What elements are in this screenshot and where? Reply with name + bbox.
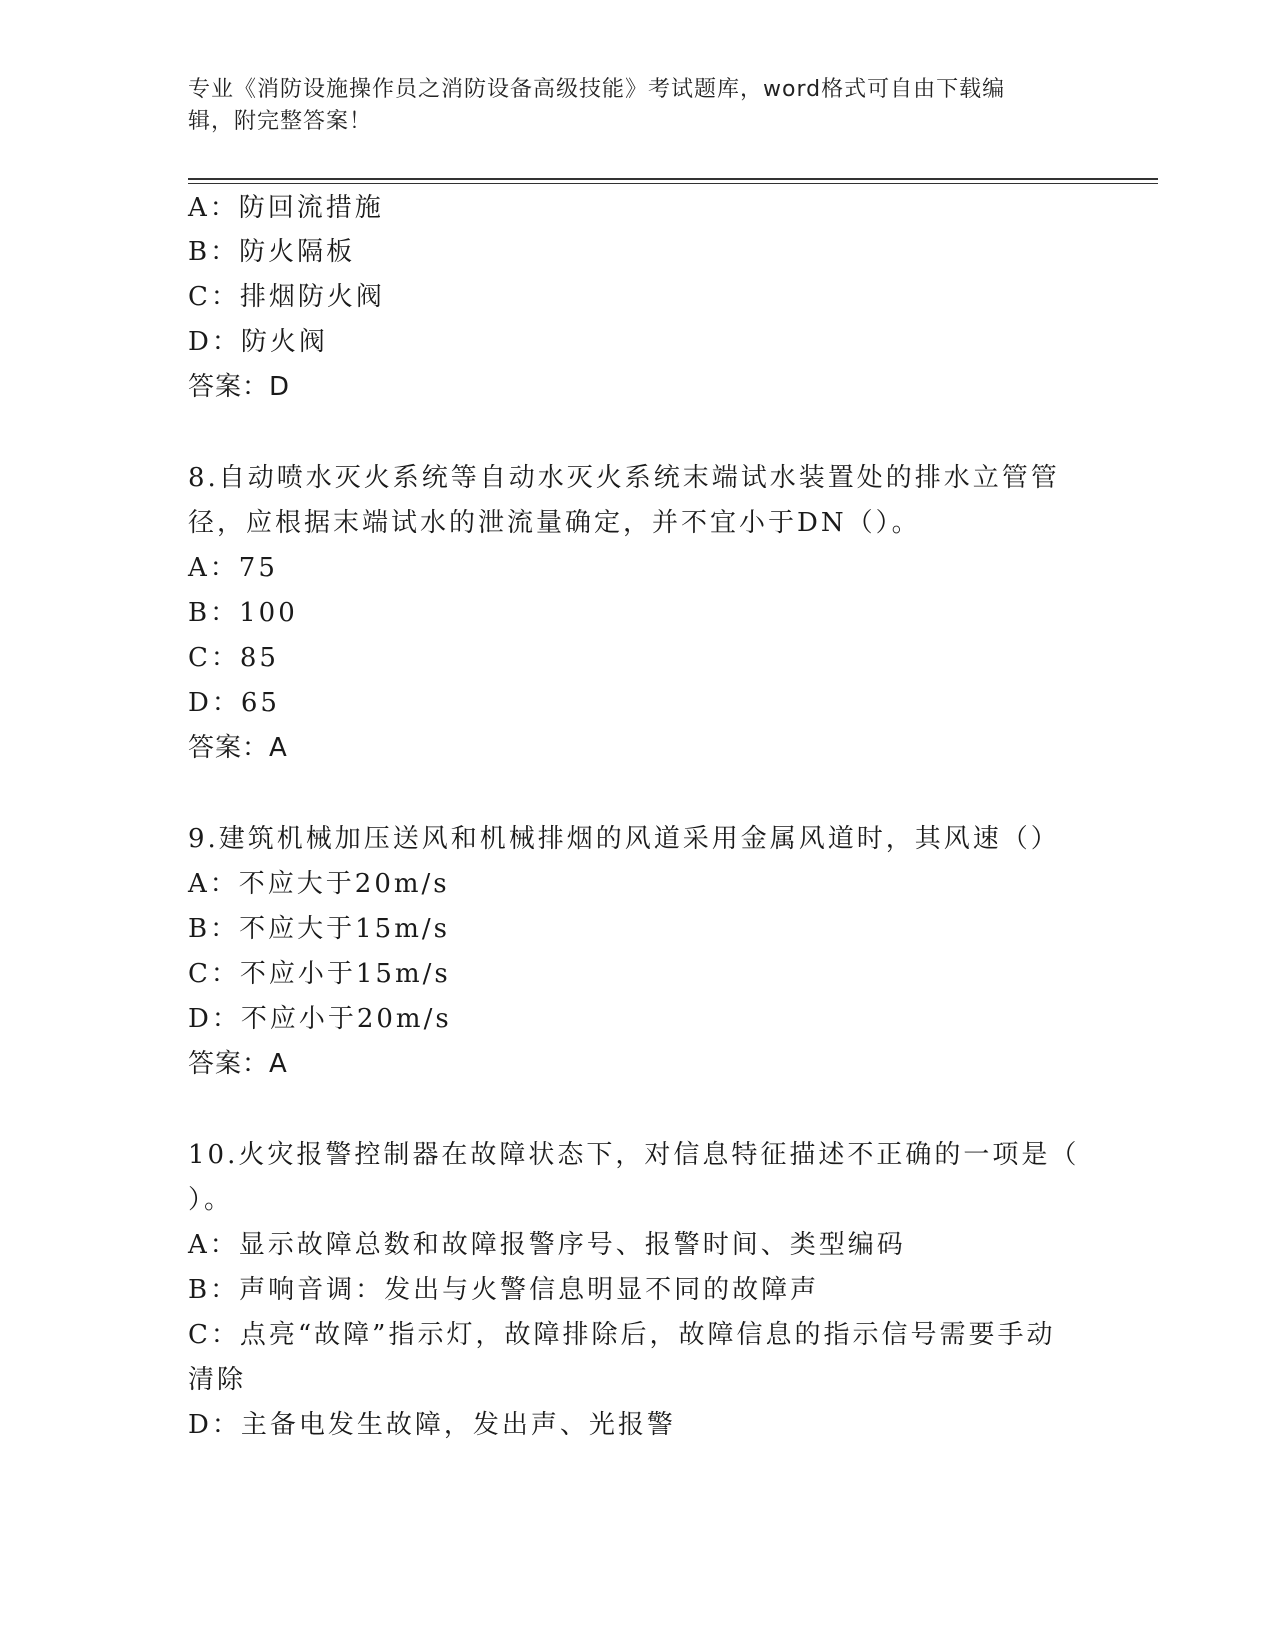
q7-option-d: D：防火阀	[188, 327, 328, 357]
q9-option-d: D：不应小于20m/s	[188, 1004, 452, 1034]
q9-option-a: A：不应大于20m/s	[188, 869, 450, 899]
q8-answer: 答案：A	[188, 733, 288, 763]
q7-option-a: A：防回流措施	[188, 193, 384, 223]
q8-option-d: D：65	[188, 688, 280, 718]
header-line-1: 专业《消防设施操作员之消防设备高级技能》考试题库，word格式可自由下载编	[188, 77, 1006, 102]
q9-answer: 答案：A	[188, 1049, 288, 1079]
document-header	[188, 74, 1068, 138]
q10-option-d: D：主备电发生故障，发出声、光报警	[188, 1410, 676, 1440]
header-divider-thick	[188, 178, 1158, 180]
q10-stem-line-1: 10.火灾报警控制器在故障状态下，对信息特征描述不正确的一项是（	[188, 1140, 1080, 1170]
q8-stem-line-2: 径，应根据末端试水的泄流量确定，并不宜小于DN（）。	[188, 508, 921, 538]
header-line-2: 辑，附完整答案！	[188, 109, 373, 134]
q9-stem-line-1: 9.建筑机械加压送风和机械排烟的风道采用金属风道时，其风速（）	[188, 824, 1060, 854]
q8-stem-line-1: 8.自动喷水灭火系统等自动水灭火系统末端试水装置处的排水立管管	[188, 463, 1060, 493]
q7-answer: 答案：D	[188, 372, 291, 402]
q7-option-b: B：防火隔板	[188, 237, 356, 267]
q8-option-c: C：85	[188, 643, 279, 673]
q10-option-c-continued: 清除	[188, 1365, 247, 1395]
q10-option-a: A：显示故障总数和故障报警序号、报警时间、类型编码	[188, 1230, 906, 1260]
q7-option-c: C：排烟防火阀	[188, 282, 385, 312]
q10-option-c: C：点亮“故障”指示灯，故障排除后，故障信息的指示信号需要手动	[188, 1320, 1056, 1350]
q10-stem-line-2: ）。	[188, 1185, 234, 1215]
header-divider-thin	[188, 183, 1158, 184]
q8-option-a: A：75	[188, 553, 278, 583]
q9-option-c: C：不应小于15m/s	[188, 959, 451, 989]
q8-option-b: B：100	[188, 598, 298, 628]
q9-option-b: B：不应大于15m/s	[188, 914, 450, 944]
q10-option-b: B：声响音调：发出与火警信息明显不同的故障声	[188, 1275, 820, 1305]
